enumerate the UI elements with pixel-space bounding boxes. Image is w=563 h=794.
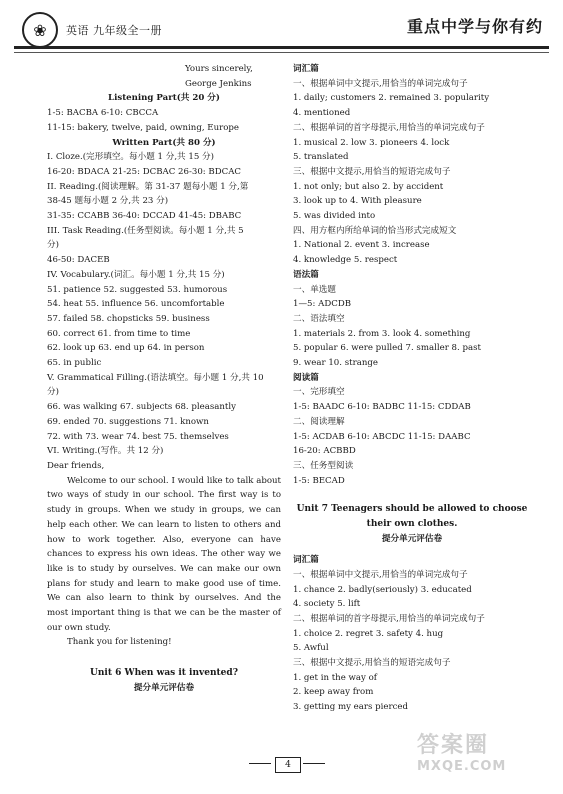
- right-answer-line: 4. knowledge 5. respect: [293, 255, 398, 266]
- unit7-answer-line: 一、根据单词中文提示,用恰当的单词完成句子: [293, 569, 468, 580]
- left-answer-line: 16-20: BDACA 21-25: DCBAC 26-30: BDCAC: [47, 166, 241, 177]
- right-answer-line: 三、任务型阅读: [293, 460, 354, 471]
- left-column: [47, 62, 281, 696]
- header-rule-thin: [14, 52, 549, 53]
- left-answer-line: 分): [47, 387, 59, 398]
- page-number-box: [247, 755, 327, 775]
- right-column: [293, 62, 531, 715]
- letter-paragraph-1: Welcome to our school. I would like to talk about two ways of study in our school. The first way is to study in groups. When we study in groups, we can help each other. We can learn to listen to others and how to work together. Also, everyone can have chances to express his own ideas. The other way we like is to study by ourselves. We can make our own plans for study and learn to make good use of time. We can also learn to think by ourselves. And the most important thing is that we can be the master of our own study.: [47, 475, 281, 633]
- spacer: [293, 488, 531, 502]
- right-answer-line: 词汇篇: [293, 64, 319, 74]
- right-answer-line: 1-5: BAADC 6-10: BADBC 11-15: CDDAB: [293, 402, 471, 413]
- right-answer-line: 1. materials 2. from 3. look 4. something: [293, 328, 471, 339]
- left-answer-line: Dear friends,: [47, 460, 105, 471]
- right-answer-line: 1—5: ADCDB: [293, 299, 352, 310]
- watermark: [417, 728, 547, 784]
- unit7-title-line1: Unit 7 Teenagers should be allowed to choose: [296, 504, 528, 515]
- unit7-answer-line: 词汇篇: [293, 555, 319, 566]
- left-answer-line: V. Grammatical Filling.(语法填空。每小题 1 分,共 10: [47, 372, 264, 383]
- right-answer-list-bottom: [293, 553, 531, 715]
- unit7-answer-line: 2. keep away from: [293, 687, 374, 698]
- left-answer-line: 11-15: bakery, twelve, paid, owning, Europe: [47, 122, 239, 133]
- right-answer-list-top: [293, 62, 531, 488]
- logo-icon: ❀: [22, 12, 58, 48]
- right-answer-line: 4. mentioned: [293, 108, 351, 119]
- right-answer-line: 阅读篇: [293, 372, 319, 383]
- left-answer-line: Yours sincerely,: [185, 64, 253, 74]
- unit7-answer-line: 二、根据单词的首字母提示,用恰当的单词完成句子: [293, 613, 485, 624]
- right-answer-line: 5. translated: [293, 152, 349, 163]
- unit7-answer-line: 1. choice 2. regret 3. safety 4. hug: [293, 628, 444, 639]
- right-answer-line: 1. National 2. event 3. increase: [293, 240, 430, 251]
- page-number-deco-right: [303, 763, 325, 764]
- page-number: 4: [275, 757, 301, 773]
- left-answer-line: III. Task Reading.(任务型阅读。每小题 1 分,共 5: [47, 225, 244, 236]
- unit6-title: Unit 6 When was it invented?: [90, 668, 238, 679]
- series-title: 重点中学与你有约: [406, 17, 543, 36]
- right-answer-line: 1-5: ACDAB 6-10: ABCDC 11-15: DAABC: [293, 431, 471, 442]
- right-answer-line: 三、根据中文提示,用恰当的短语完成句子: [293, 166, 451, 177]
- right-answer-line: 语法篇: [293, 269, 319, 280]
- letter-paragraph-2: Thank you for listening!: [67, 637, 172, 648]
- left-answer-line: 69. ended 70. suggestions 71. known: [47, 416, 209, 427]
- right-answer-line: 一、单选题: [293, 284, 336, 295]
- right-answer-line: 一、完形填空: [293, 387, 345, 398]
- left-answer-line: II. Reading.(阅读理解。第 31-37 题每小题 1 分,第: [47, 181, 249, 192]
- watermark-bottom: MXQE.COM: [417, 759, 507, 774]
- header-rule: [14, 46, 549, 49]
- left-answer-line: 1-5: BACBA 6-10: CBCCA: [47, 108, 159, 119]
- page-number-deco-left: [249, 763, 271, 764]
- left-answer-line: IV. Vocabulary.(词汇。每小题 1 分,共 15 分): [47, 269, 225, 280]
- left-answer-line: 72. with 73. wear 74. best 75. themselves: [47, 431, 229, 442]
- left-answer-line: 54. heat 55. influence 56. uncomfortable: [47, 299, 225, 310]
- right-answer-line: 二、阅读理解: [293, 416, 345, 427]
- left-answer-line: 分): [47, 240, 59, 251]
- right-answer-line: 16-20: ACBBD: [293, 446, 356, 457]
- right-answer-line: 四、用方框内所给单词的恰当形式完成短文: [293, 225, 457, 236]
- left-answer-line: 60. correct 61. from time to time: [47, 328, 191, 339]
- left-answer-line: Written Part(共 80 分): [112, 137, 216, 148]
- unit7-answer-line: 1. chance 2. badly(seriously) 3. educated: [293, 584, 472, 595]
- left-answer-line: George Jenkins: [185, 78, 252, 89]
- left-answer-line: VI. Writing.(写作。共 12 分): [47, 446, 164, 457]
- left-answer-line: Listening Part(共 20 分): [108, 93, 220, 104]
- left-answer-line: 51. patience 52. suggested 53. humorous: [47, 284, 228, 295]
- unit7-answer-line: 三、根据中文提示,用恰当的短语完成句子: [293, 658, 451, 669]
- right-answer-line: 5. popular 6. were pulled 7. smaller 8. past: [293, 343, 481, 354]
- unit7-answer-line: 5. Awful: [293, 643, 329, 654]
- left-answer-line: 57. failed 58. chopsticks 59. business: [47, 313, 210, 324]
- unit6-subtitle: 提分单元评估卷: [133, 683, 195, 694]
- right-answer-line: 3. look up to 4. With pleasure: [293, 196, 422, 207]
- left-answer-line: I. Cloze.(完形填空。每小题 1 分,共 15 分): [47, 152, 214, 163]
- left-answer-line: 66. was walking 67. subjects 68. pleasantly: [47, 402, 236, 413]
- unit7-answer-line: 4. society 5. lift: [293, 599, 361, 610]
- left-answer-line: 38-45 题每小题 2 分,共 23 分): [47, 196, 169, 207]
- left-answer-line: 62. look up 63. end up 64. in person: [47, 343, 205, 354]
- unit7-title-line2: their own clothes.: [366, 519, 458, 530]
- right-answer-line: 一、根据单词中文提示,用恰当的单词完成句子: [293, 78, 468, 89]
- watermark-top: 答案圈: [417, 733, 490, 758]
- right-answer-line: 二、根据单词的首字母提示,用恰当的单词完成句子: [293, 122, 485, 133]
- spacer: [47, 650, 281, 666]
- unit7-subtitle: 提分单元评估卷: [381, 534, 443, 545]
- left-answer-line: 65. in public: [47, 358, 102, 369]
- left-answer-line: 31-35: CCABB 36-40: DCCAD 41-45: DBABC: [47, 211, 242, 222]
- right-answer-line: 9. wear 10. strange: [293, 358, 378, 369]
- unit7-answer-line: 1. get in the way of: [293, 672, 377, 683]
- right-answer-line: 5. was divided into: [293, 211, 376, 222]
- book-title: 英语 九年级全一册: [66, 24, 162, 37]
- left-answer-list: [47, 62, 281, 474]
- right-answer-line: 1. daily; customers 2. remained 3. popularity: [293, 93, 490, 104]
- unit7-answer-line: 3. getting my ears pierced: [293, 702, 408, 713]
- right-answer-line: 二、语法填空: [293, 313, 345, 324]
- right-answer-line: 1-5: BECAD: [293, 475, 345, 486]
- right-answer-line: 1. not only; but also 2. by accident: [293, 181, 444, 192]
- left-answer-line: 46-50: DACEB: [47, 255, 110, 266]
- right-answer-line: 1. musical 2. low 3. pioneers 4. lock: [293, 137, 450, 148]
- page-header: [0, 0, 563, 58]
